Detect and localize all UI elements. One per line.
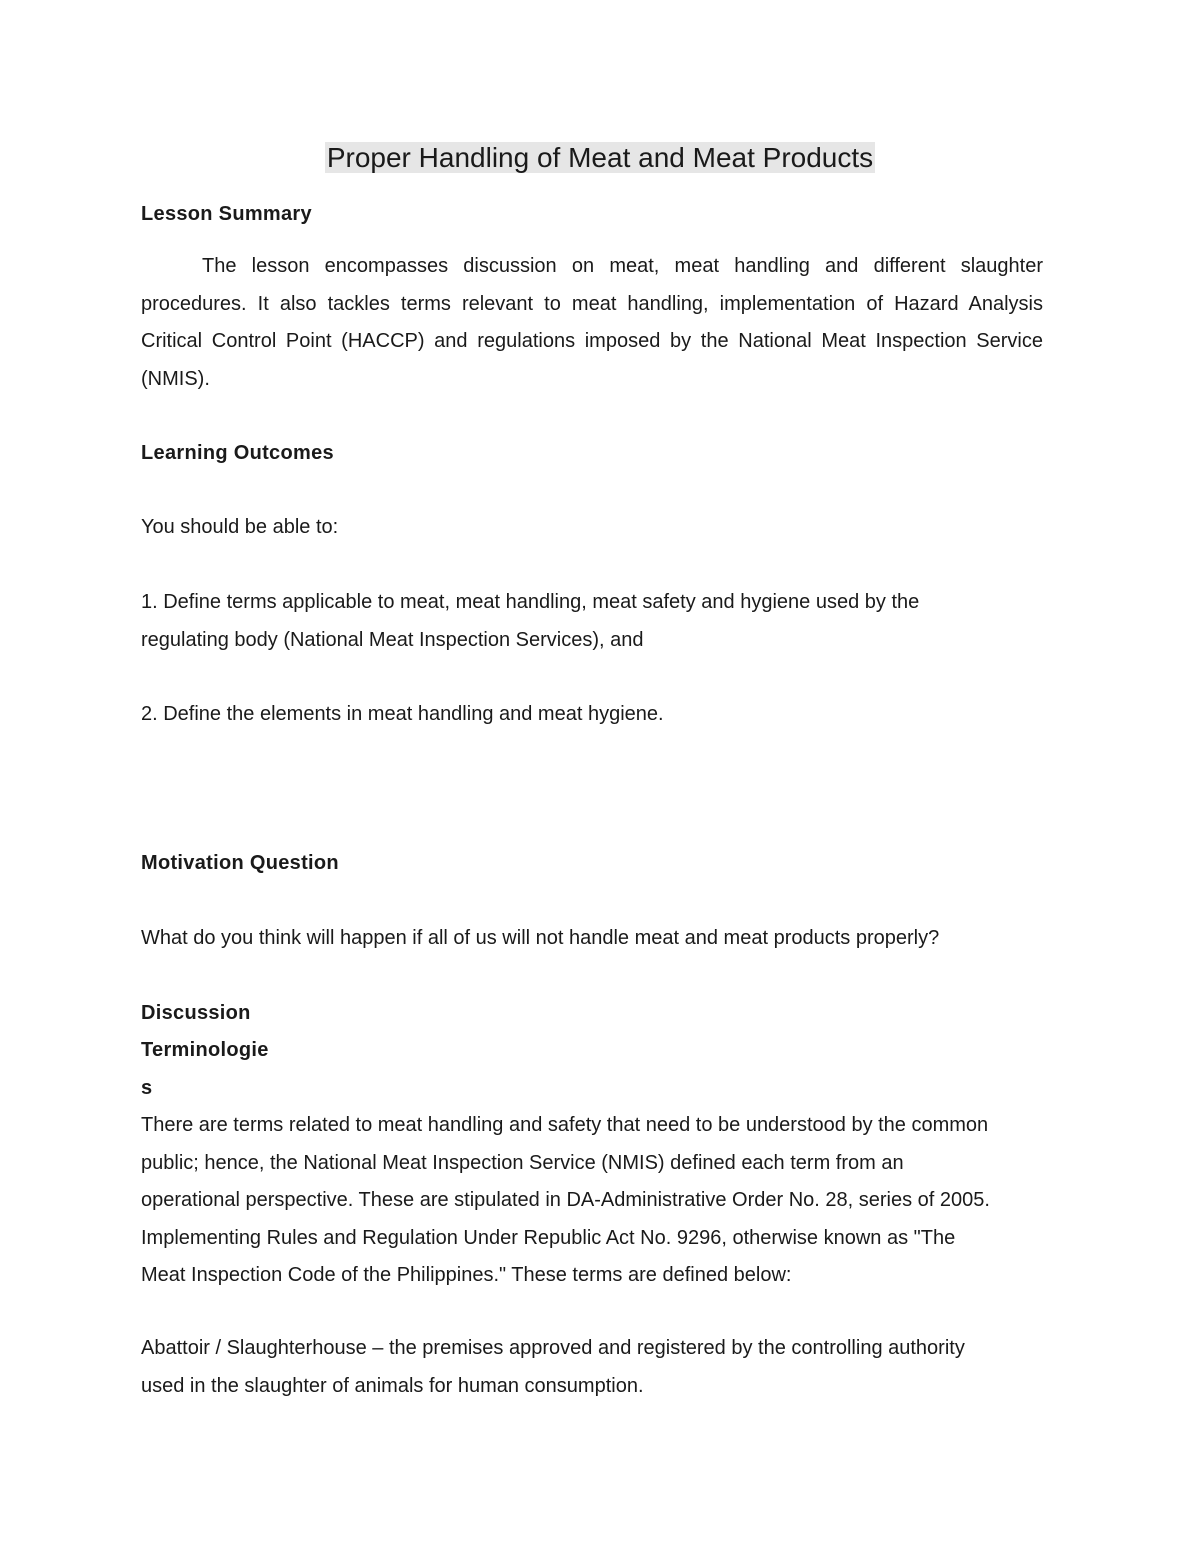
definition-abattoir xyxy=(141,1330,1043,1405)
discussion-heading: Discussion xyxy=(141,1002,251,1024)
terminologies-paragraph-line: public; hence, the National Meat Inspection Service (NMIS) defined each term from an xyxy=(141,1151,904,1174)
motivation-question-text: What do you think will happen if all of us will not handle meat and meat products properly? xyxy=(141,927,940,949)
terminologies-paragraph-line: Meat Inspection Code of the Philippines." These terms are defined below: xyxy=(141,1264,792,1286)
terminologies-paragraph xyxy=(141,1107,1043,1295)
learning-outcomes-intro: You should be able to: xyxy=(141,516,339,538)
terminologies-paragraph-line: Implementing Rules and Regulation Under Republic Act No. 9296, otherwise known as "The xyxy=(141,1226,956,1249)
terminologies-heading-line-1: Terminologie xyxy=(141,1039,269,1061)
learning-outcome-item-1-line-2: regulating body (National Meat Inspection Services), and xyxy=(141,628,644,651)
document-title-text: Proper Handling of Meat and Meat Products xyxy=(326,142,874,173)
learning-outcome-item-2: 2. Define the elements in meat handling and meat hygiene. xyxy=(141,703,664,725)
motivation-question-heading: Motivation Question xyxy=(141,852,339,874)
terminologies-heading-line-2: s xyxy=(141,1076,153,1099)
terminologies-paragraph-line: operational perspective. These are stipulated in DA-Administrative Order No. 28, series of 2005. xyxy=(141,1189,990,1211)
document-title xyxy=(0,140,1200,176)
definition-abattoir-line-2: used in the slaughter of animals for human consumption. xyxy=(141,1374,644,1397)
learning-outcome-item-1 xyxy=(141,584,1043,659)
definition-abattoir-line-1: Abattoir / Slaughterhouse – the premises approved and registered by the controlling authority xyxy=(141,1337,965,1359)
terminologies-paragraph-line: There are terms related to meat handling and safety that need to be understood by the common xyxy=(141,1114,989,1136)
learning-outcome-item-1-line-1: 1. Define terms applicable to meat, meat handling, meat safety and hygiene used by the xyxy=(141,591,920,613)
lesson-summary-paragraph: The lesson encompasses discussion on meat, meat handling and different slaughter procedures. It also tackles terms relevant to meat handling, implementation of Hazard Analysis Critical Control Point (HACCP) and regulations imposed by the National Meat Inspection Service (NMIS). xyxy=(141,255,1043,390)
lesson-summary-heading: Lesson Summary xyxy=(141,203,312,225)
terminologies-heading xyxy=(141,1032,1043,1107)
learning-outcomes-heading: Learning Outcomes xyxy=(141,442,334,464)
